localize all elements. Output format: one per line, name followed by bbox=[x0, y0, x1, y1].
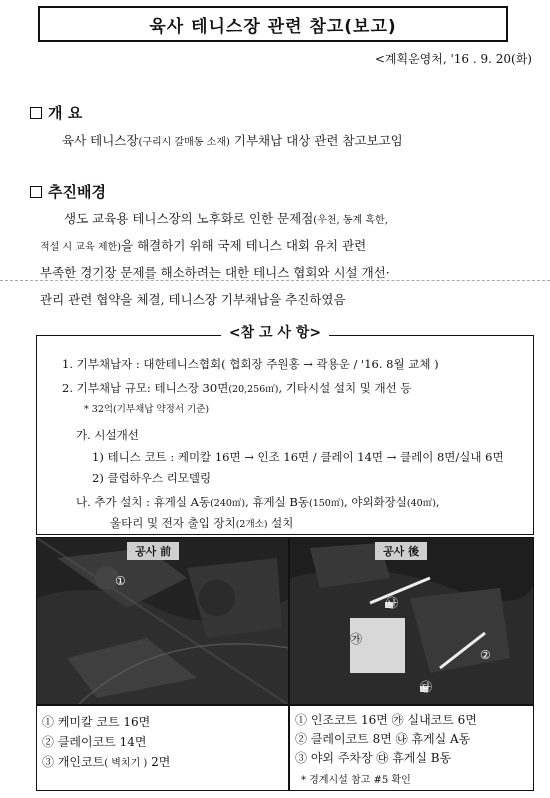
reference-sub-na bbox=[76, 494, 440, 510]
document-title: 육사 테니스장 관련 참고(보고) bbox=[149, 16, 397, 37]
background-heading-text: 추진배경 bbox=[48, 183, 106, 201]
marker-da: ㉰ bbox=[420, 680, 433, 694]
reference-ga-1: 1) 테니스 코트 : 케미칼 16면 → 인조 16면 / 클레이 14면 → 클레이 8면/실내 6면 bbox=[92, 450, 504, 464]
reference-item2-note: * 32억(기부채납 약정서 기준) bbox=[84, 404, 210, 415]
document-meta: <계획운영처, '16 . 9. 20(화) bbox=[374, 52, 532, 66]
checkbox-square-icon bbox=[30, 186, 42, 198]
legend-after-1: ① 인조코트 16면 ㉮ 실내코트 6면 bbox=[295, 713, 477, 727]
legend-before-2: ② 클레이코트 14면 bbox=[42, 735, 147, 749]
reference-title-text: <참 고 사 항> bbox=[221, 325, 329, 341]
legend-after-3: ③ 야외 주차장 ㉰ 휴게실 B동 bbox=[295, 751, 452, 765]
background-line1-pre: 생도 교육용 테니스장의 노후화로 인한 문제점 bbox=[64, 211, 314, 226]
reference-na-end: , bbox=[435, 495, 440, 509]
marker-na: ㉯ bbox=[386, 596, 399, 610]
legend-before-3 bbox=[42, 753, 170, 770]
reference-na-c: (40㎡) bbox=[406, 498, 436, 509]
reference-na2-post: 설치 bbox=[267, 516, 294, 530]
fold-line bbox=[0, 280, 550, 281]
reference-title bbox=[0, 322, 550, 342]
marker-2-after: ② bbox=[480, 648, 491, 662]
reference-ga-2: 2) 클럽하우스 리모델링 bbox=[92, 471, 212, 485]
background-line-2 bbox=[40, 236, 366, 254]
reference-na-b: (150㎡) bbox=[309, 498, 345, 509]
reference-na-mid2: , 야외화장실 bbox=[344, 495, 407, 509]
reference-item-1: 1. 기부채납자 : 대한테니스협회( 협회장 주원홍 → 곽용운 / '16. 8월 교체 ) bbox=[62, 357, 439, 371]
background-line-4: 관리 관련 협약을 체결, 테니스장 기부채납을 추진하였음 bbox=[40, 292, 346, 307]
legend-before-1: ① 케미칼 코트 16면 bbox=[42, 715, 151, 729]
reference-na-mid: , 휴게실 B동 bbox=[245, 495, 309, 509]
overview-heading bbox=[30, 102, 82, 123]
marker-ga: ㉮ bbox=[350, 632, 363, 646]
legend-after-note: * 경계시설 참고 #5 확인 bbox=[301, 775, 411, 786]
overview-post: 기부채납 대상 관련 참고보고임 bbox=[229, 133, 403, 148]
aerial-photo-after bbox=[290, 538, 534, 705]
photo-after-construction bbox=[289, 537, 534, 705]
overview-heading-text: 개 요 bbox=[48, 104, 83, 122]
reference-na-2 bbox=[110, 515, 293, 531]
reference-na-a: (240㎡) bbox=[210, 498, 246, 509]
reference-na2-pre: 울타리 및 전자 출입 장치 bbox=[110, 516, 236, 530]
legend-before-3-paren: ( 벽치기 ) bbox=[104, 758, 148, 769]
reference-sub-ga: 가. 시설개선 bbox=[76, 428, 139, 442]
background-line2-paren: 적설 시 교육 제한) bbox=[40, 242, 122, 253]
overview-pre: 육사 테니스장 bbox=[62, 133, 139, 148]
photo-before-construction bbox=[36, 537, 289, 705]
legend-after-2: ② 클레이코트 8면 ㉯ 휴게실 A동 bbox=[295, 732, 471, 746]
background-line1-paren: (우천, 동계 혹한, bbox=[313, 215, 388, 226]
background-heading bbox=[30, 181, 106, 202]
overview-text bbox=[62, 131, 403, 149]
legend-before-3-post: 2면 bbox=[147, 755, 171, 769]
marker-1-before: ① bbox=[115, 574, 126, 588]
reference-na2-paren: (2개소) bbox=[235, 519, 268, 530]
background-line2-post: 을 해결하기 위해 국제 테니스 대회 유치 관련 bbox=[121, 238, 367, 253]
reference-na-pre: 나. 추가 설치 : 휴게실 A동 bbox=[76, 495, 211, 509]
reference-item-2 bbox=[62, 380, 412, 396]
overview-paren: (구리시 갈매동 소재) bbox=[138, 137, 230, 148]
reference-item2-pre: 2. 기부채납 규모: 테니스장 30면 bbox=[62, 381, 229, 395]
background-line-3: 부족한 경기장 문제를 해소하려는 대한 테니스 협회와 시설 개선· bbox=[40, 265, 390, 280]
photo-before-label: 공사 前 bbox=[127, 542, 179, 560]
reference-item2-paren: (20,256㎡) bbox=[228, 384, 279, 395]
photo-after-label: 공사 後 bbox=[375, 542, 427, 560]
background-line-1 bbox=[64, 209, 388, 227]
checkbox-square-icon bbox=[30, 107, 42, 119]
legend-before-3-pre: ③ 개인코트 bbox=[42, 755, 105, 769]
reference-item2-post: , 기타시설 설치 및 개선 등 bbox=[278, 381, 412, 395]
document-title-box bbox=[38, 6, 508, 42]
aerial-photo-before bbox=[37, 538, 289, 705]
